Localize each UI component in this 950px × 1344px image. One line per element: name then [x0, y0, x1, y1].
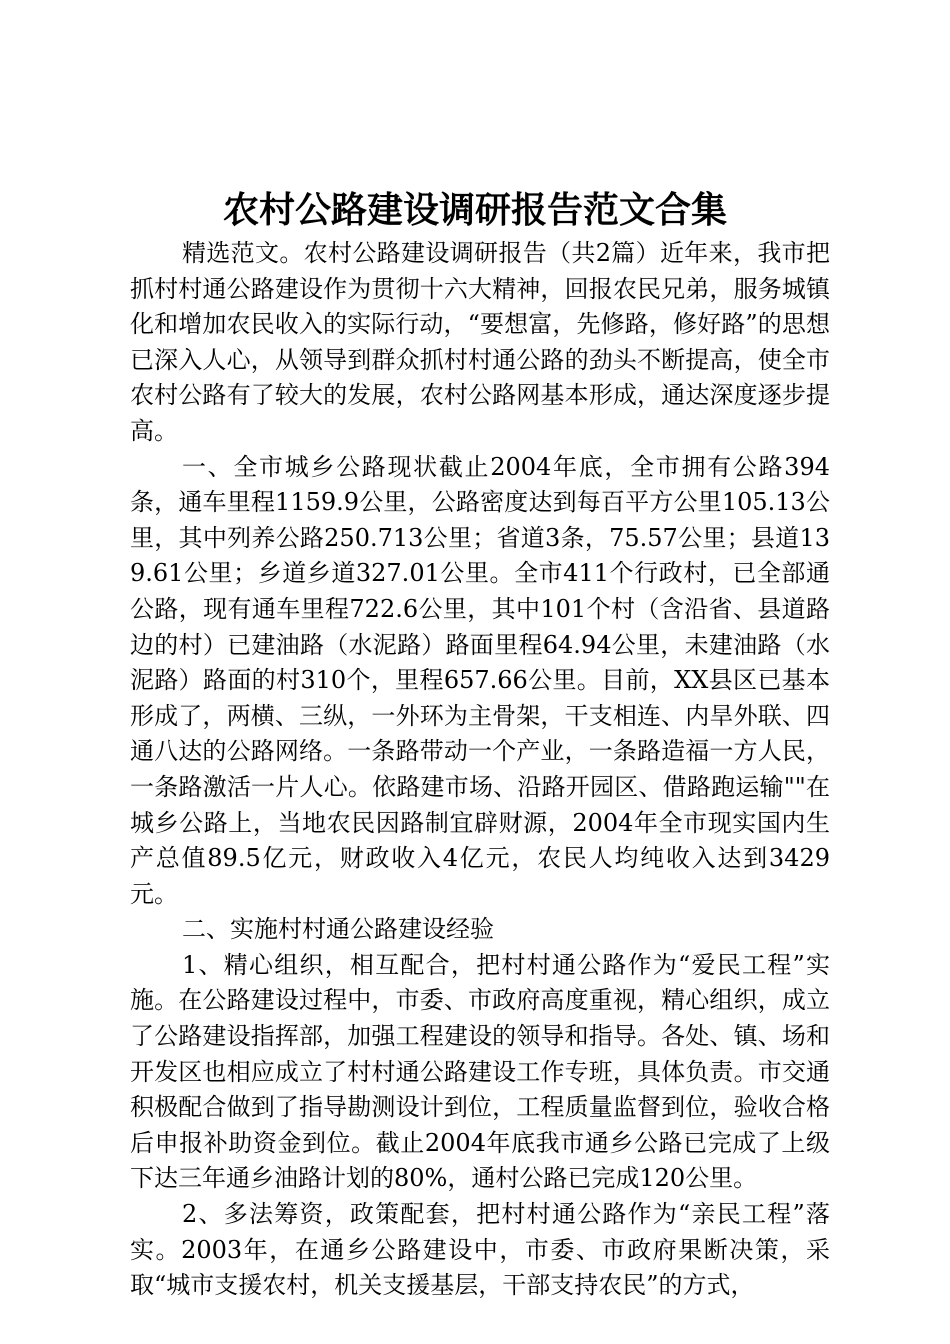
document-body	[130, 236, 830, 1304]
document-title: 农村公路建设调研报告范文合集	[222, 189, 727, 231]
experience-two-paragraph: 2、多法筹资，政策配套，把村村通公路作为“亲民工程”落实。2003年，在通乡公路建设中，市委、市政府果断决策，采取“城市支援农村，机关支援基层，干部支持农民”的方式，	[130, 1200, 830, 1300]
experience-one-paragraph: 1、精心组织，相互配合，把村村通公路作为“爱民工程”实施。在公路建设过程中，市委、市政府高度重视，精心组织，成立了公路建设指挥部，加强工程建设的领导和指导。各处、镇、场和开发区也相应成立了村村通公路建设工作专班，具体负责。市交通积极配合做到了指导勘测设计到位，工程质量监督到位，验收合格后申报补助资金到位。截止2004年底我市通乡公路已完成了上级下达三年通乡油路计划的80%，通村公路已完成120公里。	[130, 950, 830, 1193]
intro-paragraph: 精选范文。农村公路建设调研报告（共2篇）近年来，我市把抓村村通公路建设作为贯彻十六大精神，回报农民兄弟，服务城镇化和增加农民收入的实际行动，“要想富，先修路，修好路”的思想已深入人心，从领导到群众抓村村通公路的劲头不断提高，使全市农村公路有了较大的发展，农村公路网基本形成，通达深度逐步提高。	[130, 239, 830, 445]
section-one-paragraph: 一、全市城乡公路现状截止2004年底，全市拥有公路394条，通车里程1159.9公里，公路密度达到每百平方公里105.13公里，其中列养公路250.713公里；省道3条，75.57公里；县道139.61公里；乡道乡道327.01公里。全市411个行政村，已全部通公路，现有通车里程722.6公里，其中101个村（含沿省、县道路边的村）已建油路（水泥路）路面里程64.94公里，未建油路（水泥路）路面的村310个，里程657.66公里。目前，XX县区已基本形成了，两横、三纵，一外环为主骨架，干支相连、内旱外联、四通八达的公路网络。一条路带动一个产业，一条路造福一方人民，一条路激活一片人心。依路建市场、沿路开园区、借路跑运输""在城乡公路上，当地农民因路制宜辟财源，2004年全市现实国内生产总值89.5亿元，财政收入4亿元，农民人均纯收入达到3429元。	[130, 452, 830, 908]
section-two-heading: 二、实施村村通公路建设经验	[182, 915, 494, 944]
